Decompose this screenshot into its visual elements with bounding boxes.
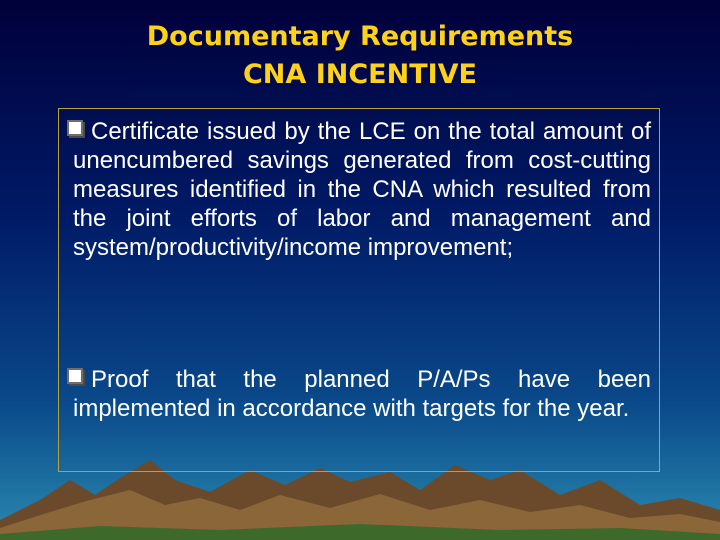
bullet-text-1: Certificate issued by the LCE on the total amount of unencumbered savings generated from cost-cutting measures identified in the CNA which resulted from the joint efforts of labor and management and system/productivity/income improvement;	[73, 118, 651, 261]
bullet-text-2: Proof that the planned P/A/Ps have been implemented in accordance with targets for the year.	[73, 366, 651, 422]
slide-title-line2: CNA INCENTIVE	[242, 59, 477, 90]
checkbox-square-icon	[67, 368, 83, 384]
slide-title-line1: Documentary Requirements	[146, 21, 574, 52]
checkbox-square-icon	[67, 120, 83, 136]
content-box	[58, 108, 660, 472]
bullet-item-1	[67, 117, 651, 262]
bullet-item-2	[67, 365, 651, 423]
slide-title	[0, 18, 720, 94]
